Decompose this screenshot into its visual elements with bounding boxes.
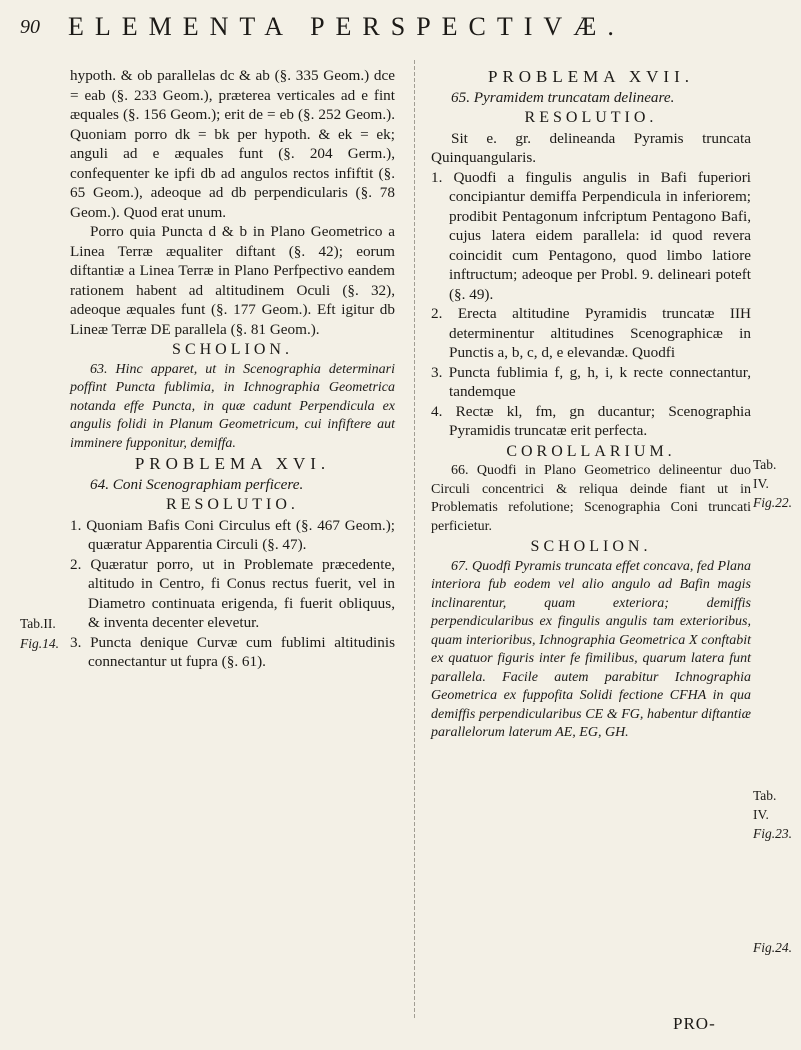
paragraph-porro: Porro quia Puncta d & b in Plano Geometrico a Linea Terræ æqualiter diftant (§. 42); eorum diftantiæ a Linea Terræ in Plano Perfpectivo eandem rationem habent ad altitudinem Oculi (§. 32), adeoque æquales funt (§. 177 Geom.). Eft igitur db Lineæ Terræ DE parallela (§. 81 Geom.).	[70, 223, 395, 338]
margin-note-tab: Tab.II.	[20, 616, 56, 631]
resolutio-heading: RESOLUTIO.	[166, 496, 299, 513]
resolutio-intro: Sit e. gr. delineanda Pyramis truncata Quinquangularis.	[431, 129, 751, 166]
problema-64-statement: 64. Coni Scenographiam perficere.	[90, 475, 304, 493]
scholion-63: 63. Hinc apparet, ut in Scenographia determinari poffint Puncta fublimia, in Ichnographia Geometrica notanda effe Puncta, in quæ cadunt Perpendicula ex angulis folidi in Planum Geometricum, cui infiftere aut imminere fupponitur, demiffa.	[70, 361, 395, 451]
step-1: 1. Quoniam Bafis Coni Circulus eft (§. 467 Geom.); quæratur Apparentia Circuli (§. 47).	[70, 516, 395, 553]
right-column	[431, 66, 751, 743]
margin-note-fig-22: Fig.22.	[753, 495, 792, 510]
margin-note-fig: Fig.14.	[20, 636, 59, 651]
step-3: 3. Puncta denique Curvæ cum fublimi altitudinis connectantur ut fupra (§. 61).	[70, 633, 395, 670]
scholion-heading: SCHOLION.	[172, 341, 293, 358]
left-column	[70, 66, 395, 672]
step-4-right: 4. Rectæ kl, fm, gn ducantur; Scenographia Pyramidis truncatæ erit perfecta.	[431, 402, 751, 439]
step-2: 2. Quæratur porro, ut in Problemate præcedente, altitudo in Centro, fi Conus rectus fuerit, vel in Diametro continuata erigenda, fi fuerit obliquus, & inventa decenter elevetur.	[70, 555, 395, 631]
scholion-heading-2: SCHOLION.	[530, 538, 652, 555]
margin-note-fig-24: Fig.24.	[753, 940, 792, 955]
margin-note-tab-1: Tab.	[753, 457, 777, 472]
step-1-right: 1. Quodfi a fingulis angulis in Bafi fuperiori concipiantur demiffa Perpendicula in inferiorem; prodibit Pentagonum infcriptum Pentagono Bafi, cujus latera eidem parallela: id quod revera coincidit cum Pentagono, quod limbo latiore inftructum; adeoque per Probl. 9. delineari poteft (§. 49).	[431, 168, 751, 303]
corollarium-heading: COROLLARIUM.	[506, 442, 676, 460]
scholion-67: 67. Quodfi Pyramis truncata effet concava, fed Plana interiora fub eodem vel alio angulo ad Bafin magis inclinarentur, quam exteriora; demiffis perpendicularibus ex fingulis angulis tam exterioribus, quam interioribus, Ichnographia Geometrica X conftabit ex quatuor figuris inter fe fimilibus, quarum latera funt parallela. Facile autem parabitur Ichnographia Geometrica ex fuppofita Solidi fectione CFHA in qua demiffis perpendicularibus CE & FG, habentur diftantiæ parallelorum laterum AE, EG, GH.	[431, 558, 751, 740]
step-3-right: 3. Puncta fublimia f, g, h, i, k recte connectantur, tandemque	[431, 363, 751, 400]
paragraph-proof-continued: hypoth. & ob parallelas dc & ab (§. 335 Geom.) dce = eab (§. 233 Geom.), præterea verticales ad e fint æquales (§. 156 Geom.); erit de = eb (§. 252 Geom.). Quoniam porro dk = bk per hypoth. & ek = ek; anguli ad e æquales funt (§. 204 Germ.), confequenter ke ipfi db ad angulos rectos infiftit (§. 65 Geom.), adeoque ad db perpendicularis (§. 78 Geom.). Quod erat unum.	[70, 67, 395, 221]
column-divider	[414, 60, 415, 1020]
resolutio-heading-2: RESOLUTIO.	[524, 109, 658, 126]
margin-note-fig-23: Fig.23.	[753, 826, 792, 841]
margin-note-tab-2: Tab.	[753, 788, 777, 803]
margin-note-iv-1: IV.	[753, 476, 769, 491]
page-number: 90	[20, 16, 40, 38]
problema-xvii-heading: PROBLEMA XVII.	[487, 67, 694, 86]
corollarium-66: 66. Quodfi in Plano Geometrico delineentur duo Circuli concentrici & reliqua deinde fiant ut in Problematis refolutione; Scenographia Coni truncati perficietur.	[431, 463, 751, 534]
margin-note-iv-2: IV.	[753, 807, 769, 822]
problema-xvi-heading: PROBLEMA XVI.	[134, 454, 331, 473]
problema-65-statement: 65. Pyramidem truncatam delineare.	[451, 88, 675, 106]
running-title: ELEMENTA PERSPECTIVÆ.	[68, 12, 625, 41]
catchword: PRO-	[673, 1014, 716, 1033]
step-2-right: 2. Erecta altitudine Pyramidis truncatæ IIH determinentur altitudines Scenographicæ in Punctis a, b, c, d, e elevandæ. Quodfi	[431, 305, 751, 361]
page-header	[0, 8, 801, 48]
